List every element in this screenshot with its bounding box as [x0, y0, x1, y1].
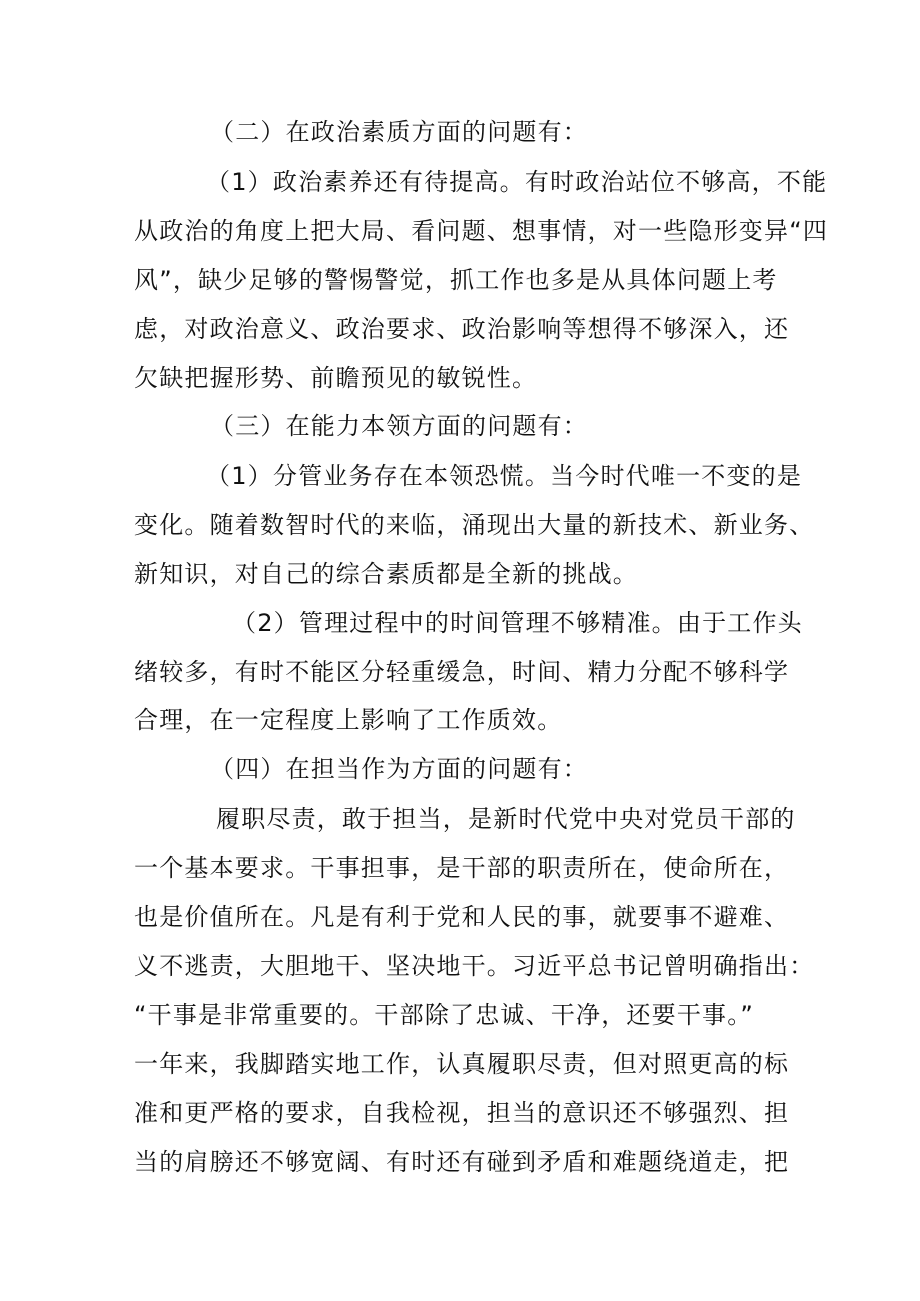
- paragraph-line: （2）管理过程中的时间管理不够精准。由于工作头: [232, 609, 803, 637]
- paragraph-line: 当的肩膀还不够宽阔、有时还有碰到矛盾和难题绕道走，把: [134, 1148, 790, 1176]
- paragraph-line: 欠缺把握形势、前瞻预见的敏锐性。: [134, 364, 538, 392]
- paragraph-line: 虑，对政治意义、政治要求、政治影响等想得不够深入，还: [134, 315, 790, 343]
- paragraph-line: 义不逃责，大胆地干、坚决地干。习近平总书记曾明确指出：: [134, 952, 815, 980]
- paragraph-line: （1）分管业务存在本领恐慌。当今时代唯一不变的是: [206, 462, 803, 490]
- section-heading-ability: （三）在能力本领方面的问题有：: [210, 412, 588, 440]
- paragraph-line: 变化。随着数智时代的来临，涌现出大量的新技术、新业务、: [134, 511, 815, 539]
- paragraph-line: 风”，缺少足够的警惕警觉，抓工作也多是从具体问题上考: [134, 266, 778, 294]
- quote-line: “干事是非常重要的。干部除了忠诚、干净，还要干事。”: [134, 1001, 755, 1029]
- section-heading-political-quality: （二）在政治素质方面的问题有：: [210, 118, 588, 146]
- paragraph-line: 一年来，我脚踏实地工作，认真履职尽责，但对照更高的标: [134, 1050, 790, 1078]
- paragraph-line: 从政治的角度上把大局、看问题、想事情，对一些隐形变异“四: [134, 217, 829, 245]
- paragraph-line: 新知识，对自己的综合素质都是全新的挑战。: [134, 560, 638, 588]
- section-heading-responsibility: （四）在担当作为方面的问题有：: [210, 755, 588, 783]
- paragraph-line: 一个基本要求。干事担事，是干部的职责所在，使命所在，: [134, 854, 790, 882]
- paragraph-line: 合理，在一定程度上影响了工作质效。: [134, 706, 563, 734]
- paragraph-line: （1）政治素养还有待提高。有时政治站位不够高，不能: [206, 168, 828, 196]
- paragraph-line: 准和更严格的要求，自我检视，担当的意识还不够强烈、担: [134, 1099, 790, 1127]
- paragraph-line: 也是价值所在。凡是有利于党和人民的事，就要事不避难、: [134, 903, 790, 931]
- paragraph-line: 履职尽责，敢于担当，是新时代党中央对党员干部的: [216, 805, 796, 833]
- paragraph-line: 绪较多，有时不能区分轻重缓急，时间、精力分配不够科学: [134, 658, 790, 686]
